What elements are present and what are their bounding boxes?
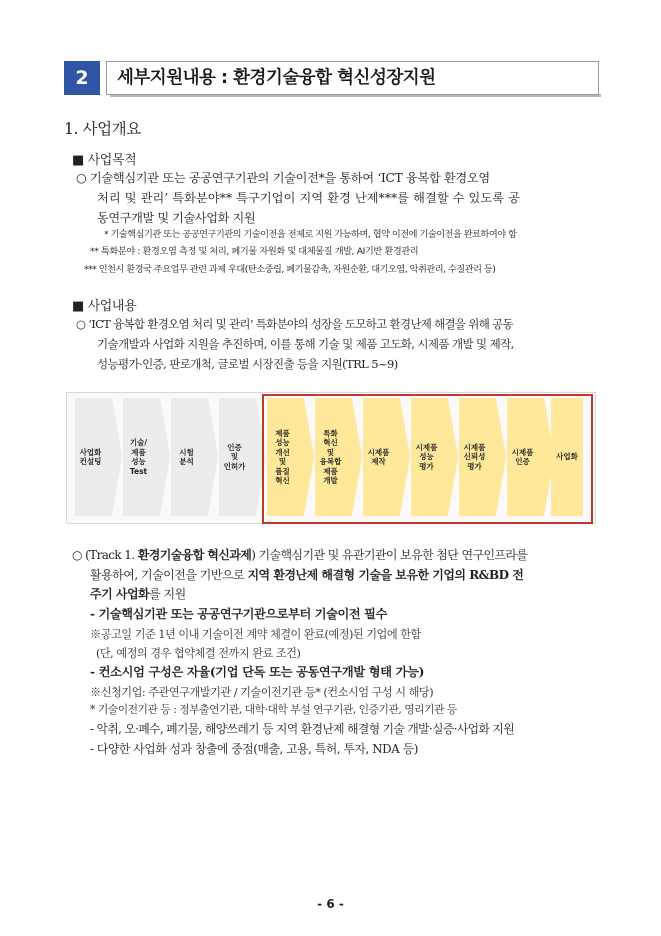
track-sub-item: - 다양한 사업화 성과 창출에 중점(매출, 고용, 특허, 투자, NDA 등) — [90, 742, 418, 756]
flow-arrow-icon — [496, 398, 506, 516]
flow-step — [75, 398, 112, 516]
track-intro-suffix: ) 기술핵심기관 및 유관기관이 보유한 첨단 연구인프라를 — [251, 548, 528, 562]
flow-step-label: 시제품 신뢰성 평가 — [463, 442, 486, 471]
flow-step — [219, 398, 256, 516]
flow-arrow-icon — [208, 398, 218, 516]
track-intro-bold: 환경기술융합 혁신과제 — [137, 548, 252, 562]
flow-step-label: 시제품 제작 — [367, 447, 390, 466]
purpose-line: 동연구개발 및 기술사업화 지원 — [97, 211, 256, 225]
flow-step-label: 시제품 인증 — [511, 447, 534, 466]
track-sub-note: * 기술이전기관 등 : 정부출연기관, 대학·대학 부설 연구기관, 인증기관, 영리기관 등 — [90, 703, 457, 716]
track-line-bold: 지역 환경난제 해결형 기술을 보유한 기업의 R&BD 전 — [247, 568, 524, 582]
track-intro-prefix: ○ (Track 1. — [72, 548, 138, 562]
flow-step — [459, 398, 496, 516]
content-line: 성능평가·인증, 판로개척, 글로벌 시장진출 등을 지원(TRL 5~9) — [97, 357, 398, 371]
flow-step-label: 기술/ 제품 성능 Test — [129, 438, 148, 476]
purpose-line: ○ 기술핵심기관 또는 공공연구기관의 기술이전*을 통하여 ‘ICT 융복합 환경오염 — [76, 171, 490, 185]
track-sub-note: ※신청기업: 주관연구개발기관 / 기술이전기관 등* (컨소시엄 구성 시 해당) — [90, 686, 434, 699]
flow-step-label: 제품 성능 개선 및 품질 혁신 — [275, 428, 290, 485]
track-line-normal: 활용하여, 기술이전을 기반으로 — [90, 568, 248, 582]
track-sub-note: (단, 예정의 경우 협약체결 전까지 완료 조건) — [96, 647, 301, 660]
track-sub-item: - 악취, 오·폐수, 폐기물, 해양쓰레기 등 지역 환경난제 해결형 기술 개발·실증·사업화 지원 — [90, 722, 514, 736]
flow-step — [267, 398, 304, 516]
flow-step — [411, 398, 448, 516]
content-line: 기술개발과 사업화 지원을 추진하며, 이를 통해 기술 및 제품 고도화, 시제품 개발 및 제작, — [97, 337, 514, 351]
content-line: ○ ‘ICT 융복합 환경오염 처리 및 관리’ 특화분야의 성장을 도모하고 환경난제 해결을 위해 공동 — [76, 317, 513, 331]
flow-step-label: 특화 혁신 및 융복합 제품 개발 — [319, 428, 342, 485]
flow-arrow-icon — [448, 398, 458, 516]
track-sub-note: ※공고일 기준 1년 이내 기술이전 계약 체결이 완료(예정)된 기업에 한함 — [90, 628, 421, 641]
track-line-normal: 를 지원 — [149, 587, 186, 601]
purpose-note: * 기술핵심기관 또는 공공연구기관의 기술이전을 전제로 지원 가능하며, 협약 이전에 기술이전을 완료하여야 함 — [104, 229, 517, 240]
purpose-line: 처리 및 관리’ 특화분야** 특구기업이 지역 환경 난제***를 해결할 수 있도록 공 — [97, 191, 520, 205]
flow-arrow-icon — [400, 398, 410, 516]
process-flow-diagram — [66, 392, 596, 524]
track-line — [90, 566, 523, 583]
flow-step — [171, 398, 208, 516]
flow-step — [363, 398, 400, 516]
section-title: 1. 사업개요 — [64, 120, 141, 138]
purpose-heading: ■ 사업목적 — [72, 153, 137, 168]
flow-step — [123, 398, 160, 516]
flow-step — [507, 398, 544, 516]
purpose-note: ** 특화분야 : 환경오염 측정 및 처리, 폐기물 자원화 및 대체물질 개발, AI기반 환경관리 — [90, 246, 419, 257]
header-title-box — [106, 61, 599, 95]
track-line — [90, 585, 186, 602]
flow-arrow-icon — [112, 398, 122, 516]
flow-step-label: 시험 분석 — [179, 447, 194, 466]
page-number: - 6 - — [317, 897, 344, 911]
flow-arrow-icon — [160, 398, 170, 516]
flow-step-label: 사업화 — [556, 452, 578, 462]
track-sub-item: - 컨소시엄 구성은 자율(기업 단독 또는 공동연구개발 형태 가능) — [90, 665, 425, 679]
page-title: 세부지원내용 : 환경기술융합 혁신성장지원 — [117, 68, 436, 88]
flow-step-label: 시제품 성능 평가 — [415, 442, 438, 471]
flow-step-label: 인증 및 인허가 — [223, 442, 246, 471]
section-number: 2 — [64, 61, 100, 95]
flow-step — [551, 398, 583, 516]
flow-step-label: 사업화 컨설팅 — [79, 447, 102, 466]
track-sub-item: - 기술핵심기관 또는 공공연구기관으로부터 기술이전 필수 — [90, 607, 387, 621]
section-header — [64, 61, 599, 95]
flow-step — [315, 398, 352, 516]
track-line-bold: 주기 사업화 — [90, 587, 150, 601]
flow-arrow-icon — [304, 398, 314, 516]
purpose-note: *** 인천시 환경국 주요업무 관련 과제 우대(탄소중립, 폐기물감축, 자원순환, 대기오염, 악취관리, 수질관리 등) — [84, 264, 496, 275]
flow-arrow-icon — [352, 398, 362, 516]
track-intro — [72, 546, 527, 563]
content-heading: ■ 사업내용 — [72, 299, 137, 314]
